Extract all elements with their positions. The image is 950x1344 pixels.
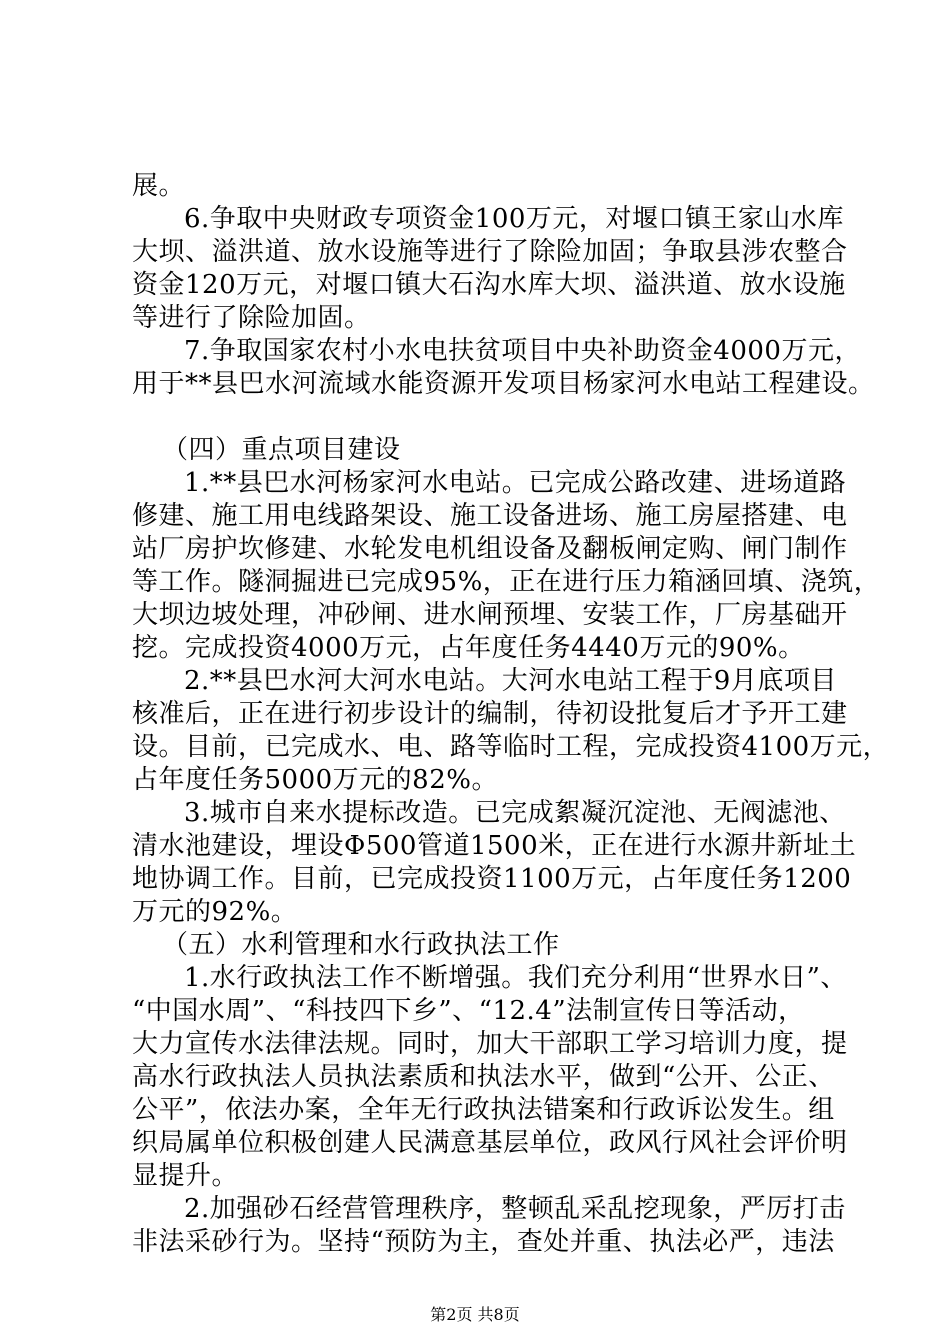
text-line: 等工作。隧洞掘进已完成95%，正在进行压力箱涵回填、浇筑，: [132, 567, 881, 597]
text-line: 公平”，依法办案，全年无行政执法错案和行政诉讼发生。组: [132, 1095, 835, 1125]
text-line: 修建、施工用电线路架设、施工设备进场、施工房屋搭建、电: [132, 501, 848, 531]
section-heading-4: （四）重点项目建设: [162, 435, 401, 465]
text-line: 高水行政执法人员执法素质和执法水平，做到“公开、公正、: [132, 1062, 835, 1092]
text-line: 大力宣传水法律法规。同时，加大干部职工学习培训力度，提: [132, 1029, 848, 1059]
paragraph-item-7: 7.争取国家农村小水电扶贫项目中央补助资金4000万元，: [184, 336, 861, 366]
text-line: 万元的92%。: [132, 897, 298, 927]
text-line: 等进行了除险加固。: [132, 303, 371, 333]
text-line: 显提升。: [132, 1161, 239, 1191]
text-line: 设。目前，已完成水、电、路等临时工程，完成投资4100万元，: [132, 732, 890, 762]
page-footer: 第2页 共8页: [430, 1305, 520, 1324]
paragraph-item-2: 2.加强砂石经营管理秩序，整顿乱采乱挖现象，严厉打击: [184, 1194, 846, 1224]
document-body: [132, 170, 890, 1259]
text-line: 大坝、溢洪道、放水设施等进行了除险加固；争取县涉农整合: [132, 237, 848, 267]
section-heading-5: （五）水利管理和水行政执法工作: [162, 930, 560, 960]
text-line: “中国水周”、“科技四下乡”、“12.4”法制宣传日等活动，: [132, 996, 805, 1026]
paragraph-item-6: 6.争取中央财政专项资金100万元，对堰口镇王家山水库: [184, 204, 844, 234]
paragraph-item-3: 3.城市自来水提标改造。已完成絮凝沉淀池、无阀滤池、: [184, 798, 846, 828]
text-line: 用于**县巴水河流域水能资源开发项目杨家河水电站工程建设。: [132, 369, 875, 399]
paragraph-gap: [132, 401, 844, 434]
text-line: 站厂房护坎修建、水轮发电机组设备及翻板闸定购、闸门制作: [132, 534, 848, 564]
text-line: 核准后，正在进行初步设计的编制，待初设批复后才予开工建: [132, 699, 848, 729]
text-line: 大坝边坡处理，冲砂闸、进水闸预埋、安装工作，厂房基础开: [132, 600, 848, 630]
text-line: 清水池建设，埋设Φ500管道1500米，正在进行水源井新址土: [132, 831, 857, 861]
text-line: 地协调工作。目前，已完成投资1100万元，占年度任务1200: [132, 864, 852, 894]
paragraph-item-1: 1.**县巴水河杨家河水电站。已完成公路改建、进场道路: [184, 468, 847, 498]
text-line: 占年度任务5000万元的82%。: [132, 765, 498, 795]
text-line: 挖。完成投资4000万元，占年度任务4440万元的90%。: [132, 633, 805, 663]
text-line: 织局属单位积极创建人民满意基层单位，政风行风社会评价明: [132, 1128, 848, 1158]
text-line: 资金120万元，对堰口镇大石沟水库大坝、溢洪道、放水设施: [132, 270, 846, 300]
text-line: 展。: [132, 171, 186, 201]
paragraph-item-1: 1.水行政执法工作不断增强。我们充分利用“世界水日”、: [184, 963, 847, 993]
text-line: 非法采砂行为。坚持“预防为主，查处并重、执法必严，违法: [132, 1227, 835, 1257]
paragraph-item-2: 2.**县巴水河大河水电站。大河水电站工程于9月底项目: [184, 666, 837, 696]
